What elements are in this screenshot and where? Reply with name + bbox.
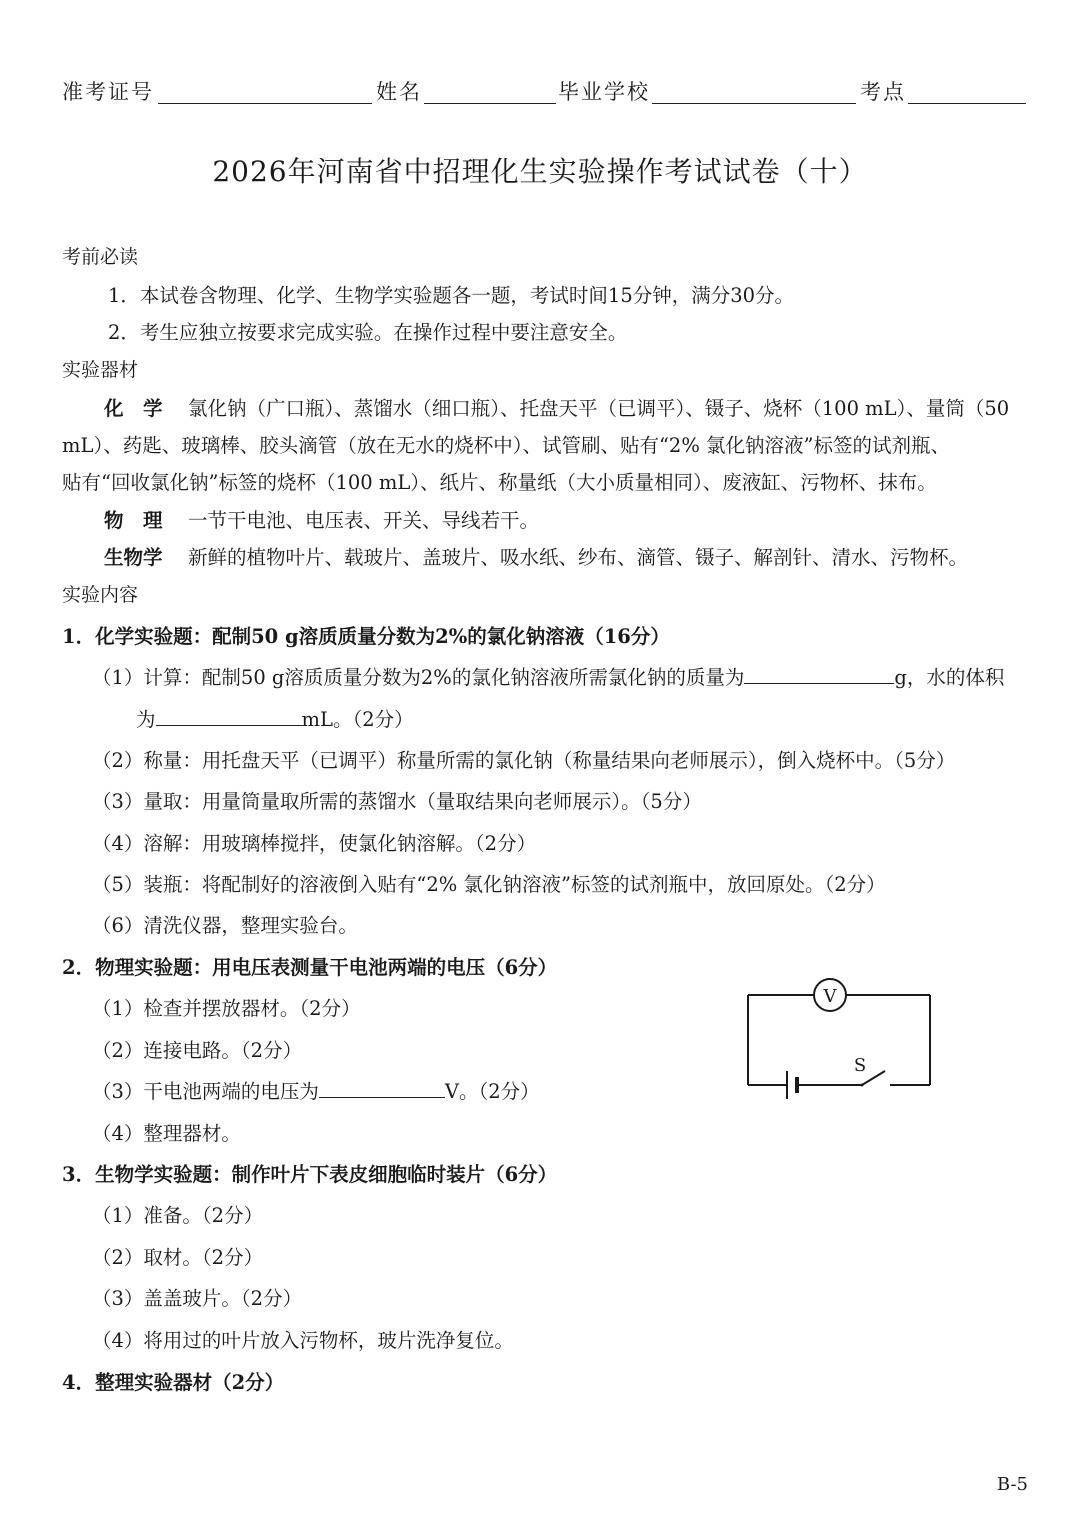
phys-materials-text: 一节干电池、电压表、开关、导线若干。 <box>188 509 540 532</box>
q2-step-2: （2）连接电路。（2分） <box>92 1039 303 1062</box>
phys-materials-label: 物 理 <box>104 509 163 532</box>
q4-title: 4．整理实验器材（2分） <box>62 1371 285 1394</box>
nacl-mass-answer-field[interactable] <box>744 665 894 684</box>
page-title: 2026年河南省中招理化生实验操作考试试卷（十） <box>212 155 868 188</box>
q2-step-4: （4）整理器材。 <box>92 1122 241 1145</box>
switch-label: S <box>853 1055 867 1076</box>
q3-step-3: （3）盖盖玻片。（2分） <box>92 1287 303 1310</box>
q1-step-4: （4）溶解：用玻璃棒搅拌，使氯化钠溶解。（2分） <box>92 832 537 855</box>
site-label: 考点 <box>860 80 906 104</box>
water-volume-answer-field[interactable] <box>156 707 302 726</box>
q1-step-1 <box>92 662 1004 690</box>
voltmeter-label: V <box>823 986 837 1007</box>
name-field[interactable] <box>424 103 556 104</box>
name-label: 姓名 <box>376 80 422 104</box>
exam-id-field[interactable] <box>158 103 372 104</box>
school-field[interactable] <box>652 103 856 104</box>
chem-materials-line: 贴有“回收氯化钠”标签的烧杯（100 mL）、纸片、称量纸（大小质量相同）、废液缸、污物杯、抹布。 <box>62 471 937 494</box>
switch-icon <box>861 1084 864 1087</box>
exam-id-label: 准考证号 <box>62 80 154 104</box>
q2-step-3-unit: V。（2分） <box>444 1080 540 1103</box>
q3-title: 3．生物学实验题：制作叶片下表皮细胞临时装片（6分） <box>62 1163 558 1186</box>
q2-step-3 <box>92 1076 540 1104</box>
q3-step-2: （2）取材。（2分） <box>92 1246 264 1269</box>
q2-step-1: （1）检查并摆放器材。（2分） <box>92 997 361 1020</box>
notice-item: 1．本试卷含物理、化学、生物学实验题各一题，考试时间15分钟，满分30分。 <box>108 284 795 307</box>
q1-step-1-cont <box>136 704 414 732</box>
q1-step-3: （3）量取：用量筒量取所需的蒸馏水（量取结果向老师展示）。（5分） <box>92 790 702 813</box>
bio-materials-label: 生物学 <box>104 546 163 569</box>
q1-step-2: （2）称量：用托盘天平（已调平）称量所需的氯化钠（称量结果向老师展示），倒入烧杯中。（5分） <box>92 749 956 772</box>
q2-step-3-text: （3）干电池两端的电压为 <box>92 1080 319 1103</box>
q1-step-6: （6）清洗仪器，整理实验台。 <box>92 914 358 937</box>
content-heading: 实验内容 <box>62 584 139 606</box>
chem-materials-line: mL）、药匙、玻璃棒、胶头滴管（放在无水的烧杯中）、试管刷、贴有“2% 氯化钠溶液”标签的试剂瓶、 <box>62 434 951 457</box>
site-field[interactable] <box>908 103 1026 104</box>
q1-step-1-cont-unit: mL。（2分） <box>301 708 414 731</box>
q2-title: 2．物理实验题：用电压表测量干电池两端的电压（6分） <box>62 956 558 979</box>
candidate-info-header <box>62 76 1026 108</box>
q1-step-5: （5）装瓶：将配制好的溶液倒入贴有“2% 氯化钠溶液”标签的试剂瓶中，放回原处。（2分） <box>92 873 886 896</box>
q3-step-4: （4）将用过的叶片放入污物杯，玻片洗净复位。 <box>92 1329 514 1352</box>
bio-materials-text: 新鲜的植物叶片、载玻片、盖玻片、吸水纸、纱布、滴管、镊子、解剖针、清水、污物杯。 <box>188 546 969 569</box>
materials-heading: 实验器材 <box>62 359 139 381</box>
q1-title: 1．化学实验题：配制50 g溶质质量分数为2%的氯化钠溶液（16分） <box>62 625 670 648</box>
school-label: 毕业学校 <box>558 80 650 104</box>
voltage-answer-field[interactable] <box>319 1079 445 1098</box>
notice-heading: 考前必读 <box>62 246 139 268</box>
chem-materials-label: 化 学 <box>104 397 163 420</box>
q1-step-1-cont-text: 为 <box>136 708 156 731</box>
battery-icon <box>787 1071 797 1099</box>
circuit-diagram <box>740 975 940 1105</box>
q3-step-1: （1）准备。（2分） <box>92 1204 264 1227</box>
q1-step-1-text: （1）计算：配制50 g溶质质量分数为2%的氯化钠溶液所需氯化钠的质量为 <box>92 666 745 689</box>
page-number: B-5 <box>996 1474 1028 1495</box>
chem-materials-line: 氯化钠（广口瓶）、蒸馏水（细口瓶）、托盘天平（已调平）、镊子、烧杯（100 mL）、量筒（50 <box>188 397 1010 420</box>
notice-item: 2．考生应独立按要求完成实验。在操作过程中要注意安全。 <box>108 321 628 344</box>
q1-step-1-unit: g，水的体积 <box>894 666 1005 689</box>
